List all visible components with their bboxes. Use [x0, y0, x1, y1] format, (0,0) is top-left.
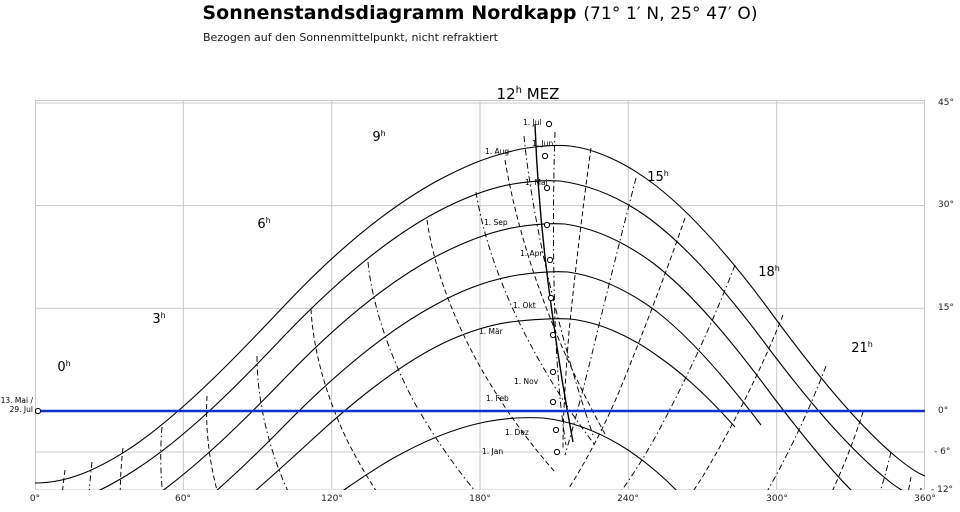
- month-label-apr: 1. Apr: [520, 249, 543, 258]
- y-tick-m6: - 6°: [934, 447, 951, 457]
- noon-hour-label: 12$^h$ MEZ: [496, 85, 560, 103]
- title-coordinates: (71° 1′ N, 25° 47′ O): [583, 4, 758, 24]
- month-label-feb: 1. Feb: [486, 394, 509, 403]
- chart-svg: [35, 100, 925, 490]
- x-tick-240: 240°: [617, 494, 639, 504]
- hour-label-9: 9$^h$: [372, 128, 386, 146]
- month-label-jan: 1. Jan: [482, 447, 504, 456]
- page-subtitle: Bezogen auf den Sonnenmittelpunkt, nicht refraktiert: [203, 31, 498, 44]
- hour-label-15: 15$^h$: [647, 168, 669, 186]
- edge-annotation-line2: 29. Jul: [9, 405, 33, 414]
- edge-annotation-line1: 13. Mai /: [0, 396, 33, 405]
- chart-plot-area: [35, 100, 925, 490]
- y-tick-15: 15°: [938, 303, 954, 313]
- x-tick-360: 360°: [914, 494, 936, 504]
- month-label-dez: 1. Dez: [505, 428, 529, 437]
- x-tick-120: 120°: [321, 494, 343, 504]
- month-label-aug: 1. Aug: [485, 147, 510, 156]
- y-tick-m12: - 12°: [931, 485, 954, 495]
- x-tick-0: 0°: [29, 494, 41, 504]
- hour-label-6: 6$^h$: [257, 215, 271, 233]
- page-title: [0, 2, 960, 24]
- edge-annotation: [0, 396, 33, 414]
- y-tick-0: 0°: [938, 406, 949, 416]
- month-label-nov: 1. Nov: [514, 377, 539, 386]
- month-label-okt: 1. Okt: [513, 301, 536, 310]
- month-label-mai: 1. Mai: [525, 178, 548, 187]
- month-label-jul: 1. Jul: [523, 118, 542, 127]
- title-main: Sonnenstandsdiagramm Nordkapp: [202, 2, 584, 24]
- hour-label-21: 21$^h$: [851, 339, 873, 357]
- hour-label-3: 3$^h$: [152, 310, 166, 328]
- x-tick-60: 60°: [175, 494, 191, 504]
- y-tick-45: 45°: [938, 98, 954, 108]
- hour-label-18: 18$^h$: [758, 263, 780, 281]
- month-label-sep: 1. Sep: [484, 218, 508, 227]
- hour-label-0: 0$^h$: [57, 358, 71, 376]
- month-label-jun: 1. Jun: [532, 139, 554, 148]
- month-label-mar: 1. Mär: [479, 327, 503, 336]
- y-tick-30: 30°: [938, 200, 954, 210]
- x-tick-300: 300°: [766, 494, 788, 504]
- x-tick-180: 180°: [469, 494, 491, 504]
